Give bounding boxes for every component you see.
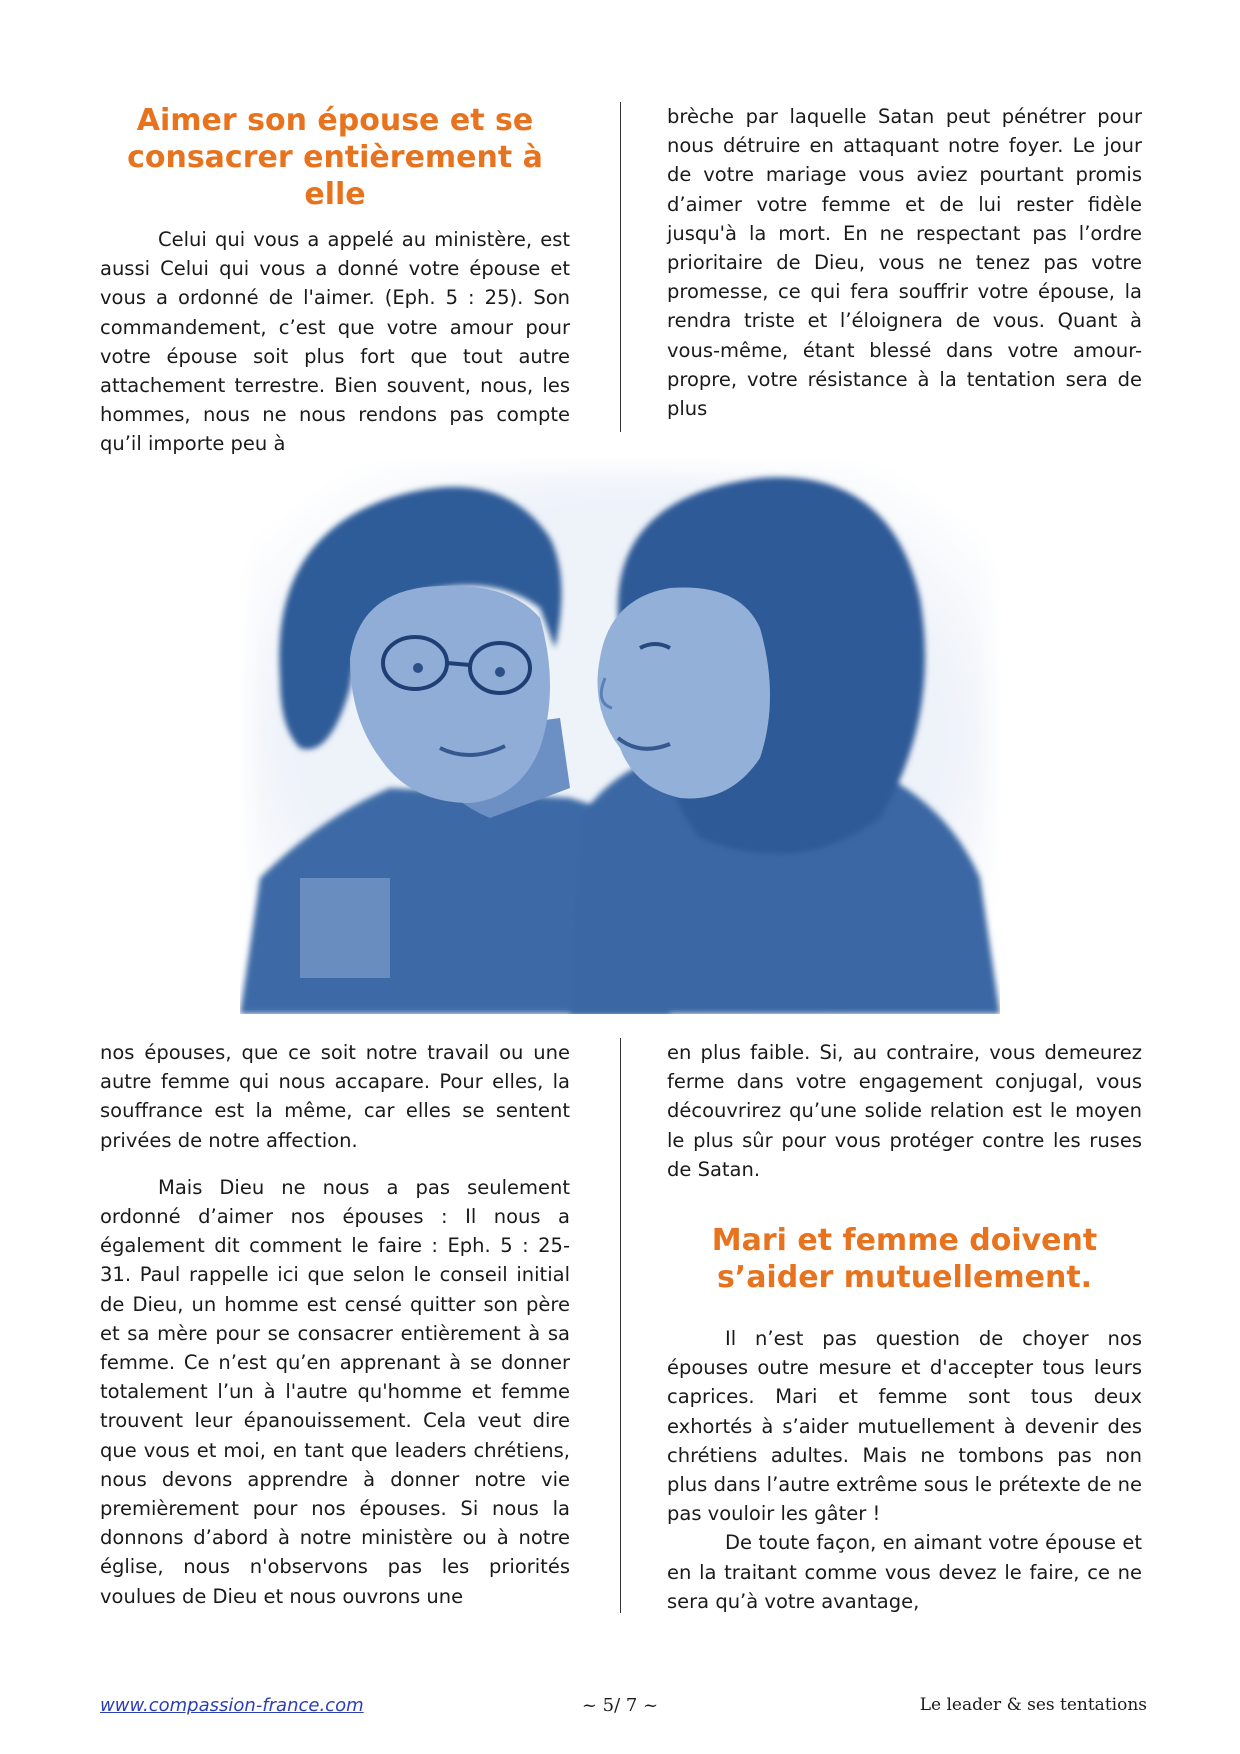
paragraph-bottom-left-1: nos épouses, que ce soit notre travail ou une autre femme qui nous accapare. Pour elles, la souffrance est la même, car elles se sentent privées de notre affection.	[100, 1041, 570, 1152]
paragraph-bottom-right: en plus faible. Si, au contraire, vous demeurez ferme dans votre engagement conjugal, vous découvrirez qu’une solide relation est le moyen le plus sûr pour vous protéger contre les ruses de Satan.	[667, 1041, 1142, 1181]
section2-title-line2: s’aider mutuellement.	[716, 1260, 1093, 1296]
column-divider-bottom	[620, 1038, 621, 1613]
section2-paragraph-2: De toute façon, en aimant votre épouse et en la traitant comme vous devez le faire, ce ne sera qu’à votre avantage,	[667, 1531, 1142, 1613]
page-number: ~ 5/ 7 ~	[581, 1695, 659, 1716]
column-divider-top	[620, 102, 621, 432]
column-bottom-right	[667, 1038, 1142, 1616]
section2-title-line1: Mari et femme doivent	[711, 1223, 1098, 1259]
paragraph-top-right: brèche par laquelle Satan peut pénétrer pour nous détruire en attaquant notre foyer. Le jour de votre mariage vous aviez pourtant promis d’aimer votre femme et de lui rester fidèle jusqu'à la mort. En ne respectant pas l’ordre prioritaire de Dieu, vous ne tenez pas votre promesse, ce qui fera souffrir votre épouse, la rendra triste et l’éloignera de vous. Quant à vous-même, étant blessé dans votre amour-propre, votre résistance à la tentation sera de plus	[667, 105, 1142, 421]
section2-paragraph-1: Il n’est pas question de choyer nos épouses outre mesure et d'accepter tous leurs caprices. Mari et femme sont tous deux exhortés à s’aider mutuellement à devenir des chrétiens adultes. Mais ne tombons pas non plus dans l’autre extrême sous le prétexte de ne pas vouloir les gâter !	[667, 1327, 1142, 1526]
book-title: Le leader & ses tentations	[919, 1695, 1147, 1715]
website-link[interactable]: www.compassion-france.com	[100, 1695, 364, 1716]
column-top-right	[667, 102, 1142, 423]
couple-photo	[240, 458, 1000, 1014]
paragraph-top-left: Celui qui vous a appelé au ministère, est aussi Celui qui vous a donné votre épouse et vous a ordonné de l'aimer. (Eph. 5 : 25). Son commandement, c’est que votre amour pour votre épouse soit plus fort que tout autre attachement terrestre. Bien souvent, nous, les hommes, nous ne nous rendons pas compte qu’il importe peu à	[100, 228, 570, 456]
section-title-line1: Aimer son épouse et se	[136, 103, 534, 138]
paragraph-bottom-left-2: Mais Dieu ne nous a pas seulement ordonné d’aimer nos épouses : Il nous a également dit comment le faire : Eph. 5 : 25-31. Paul rappelle ici que selon le conseil initial de Dieu, un homme est censé quitter son père et sa mère pour se consacrer entièrement à sa femme. Ce n’est qu’en apprenant à se donner totalement l’un à l'autre qu'homme et femme trouvent leur épanouissement. Cela veut dire que vous et moi, en tant que leaders chrétiens, nous devons apprendre à donner notre vie premièrement pour nos épouses. Si nous la donnons d’abord à notre ministère ou à notre église, nous n'observons pas les priorités voulues de Dieu et nous ouvrons une	[100, 1175, 570, 1608]
section2-title	[667, 1222, 1142, 1296]
section-title	[100, 102, 570, 213]
section-title-line2: consacrer entièrement à elle	[127, 140, 543, 212]
column-bottom-left	[100, 1038, 570, 1611]
column-top-left	[100, 102, 570, 459]
